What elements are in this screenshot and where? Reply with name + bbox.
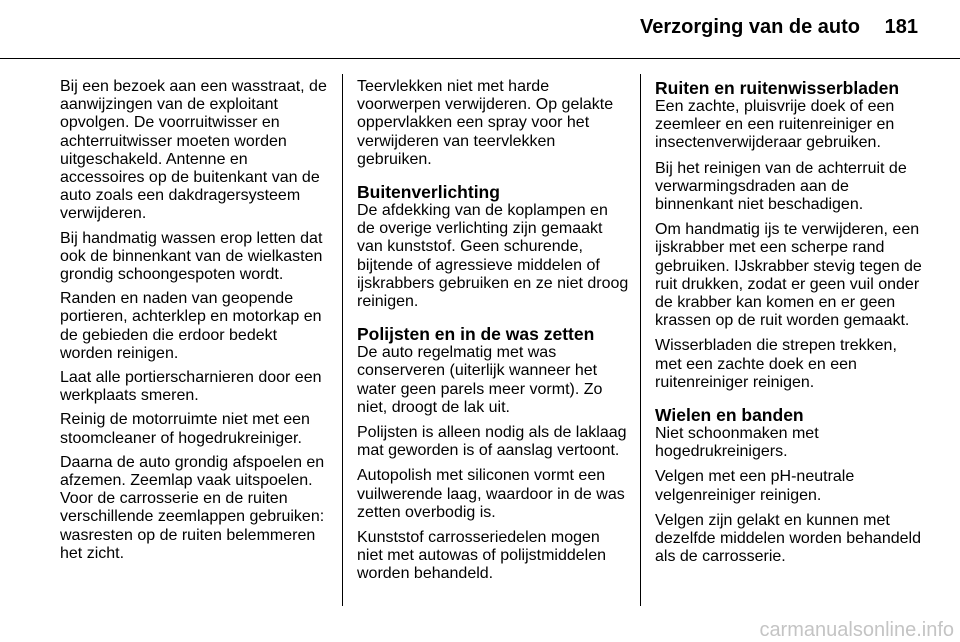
paragraph: Niet schoonmaken met hogedrukreinigers.: [655, 425, 819, 461]
paragraph: Bij het reinigen van de achterruit de verwarmingsdraden aan de binnenkant niet beschadigen.: [655, 159, 907, 214]
section-heading: Ruiten en ruitenwisserbladen: [655, 78, 900, 98]
column-divider-2: [640, 74, 641, 606]
page-number: 181: [884, 16, 918, 38]
paragraph: Polijsten is alleen nodig als de laklaag mat geworden is of aanslag vertoont.: [357, 424, 627, 460]
paragraph: Laat alle portierscharnieren door een werkplaats smeren.: [60, 369, 322, 405]
paragraph: Kunststof carrosseriedelen mogen niet met autowas of polijstmiddelen worden behandeld.: [357, 529, 607, 583]
page-header: [0, 0, 960, 52]
paragraph: Velgen met een pH-neutrale velgenreiniger reinigen.: [655, 468, 855, 504]
column-3: [655, 78, 927, 573]
paragraph: Reinig de motorruimte niet met een stoomcleaner of hogedrukreiniger.: [60, 411, 310, 447]
paragraph: Bij een bezoek aan een wasstraat, de aanwijzingen van de exploitant opvolgen. De voorruitwisser en achterruitwisser moeten worden uitgeschakeld. Antenne en accessoires op de buitenkant van de auto zoals een dakdragersysteem verwijderen.: [60, 78, 327, 223]
header-rule: [0, 58, 960, 59]
paragraph: Velgen zijn gelakt en kunnen met dezelfde middelen worden behandeld als de carrosserie.: [655, 511, 921, 566]
paragraph: Wisserbladen die strepen trekken, met een zachte doek en een ruitenreiniger reinigen.: [655, 337, 897, 391]
paragraph: Teervlekken niet met harde voorwerpen verwijderen. Op gelakte oppervlakken een spray voor het verwijderen van teervlekken gebruiken.: [357, 78, 614, 168]
column-divider-1: [342, 74, 343, 606]
page-title: Verzorging van de auto: [639, 16, 860, 38]
section-heading: Wielen en banden: [655, 405, 804, 426]
section-heading: Buitenverlichting: [357, 182, 500, 203]
paragraph: De auto regelmatig met was conserveren (uiterlijk wanneer het water geen parels meer vormt). Zo niet, droogt de lak uit.: [357, 344, 603, 416]
paragraph: Een zachte, pluisvrije doek of een zeemleer en een ruitenreiniger en insectenverwijderaar gebruiken.: [655, 98, 895, 152]
section-heading: Polijsten en in de was zetten: [357, 324, 595, 345]
column-1: [60, 78, 332, 569]
paragraph: Randen en naden van geopende portieren, achterklep en motorkap en de gebieden die erdoor bedekt worden reinigen.: [60, 290, 322, 362]
paragraph: Autopolish met siliconen vormt een vuilwerende laag, waardoor in de was zetten overbodig is.: [357, 467, 625, 521]
watermark: carmanualsonline.info: [759, 619, 954, 641]
paragraph: Bij handmatig wassen erop letten dat ook de binnenkant van de wielkasten grondig schoongespoten wordt.: [60, 229, 323, 284]
column-2: [357, 78, 629, 591]
paragraph: De afdekking van de koplampen en de overige verlichting zijn gemaakt van kunststof. Geen schurende, bijtende of agressieve middelen of ijskrabbers gebruiken en ze niet droog reinigen.: [357, 202, 629, 311]
paragraph: Daarna de auto grondig afspoelen en afzemen. Zeemlap vaak uitspoelen. Voor de carrosserie en de ruiten verschillende zeemlappen gebruiken: wasresten op de ruiten belemmeren het zicht.: [60, 453, 325, 562]
paragraph: Om handmatig ijs te verwijderen, een ijskrabber met een scherpe rand gebruiken. IJskrabber stevig tegen de ruit drukken, zodat er geen vuil onder de krabber kan komen en er geen krassen op de ruit worden gemaakt.: [655, 221, 922, 330]
